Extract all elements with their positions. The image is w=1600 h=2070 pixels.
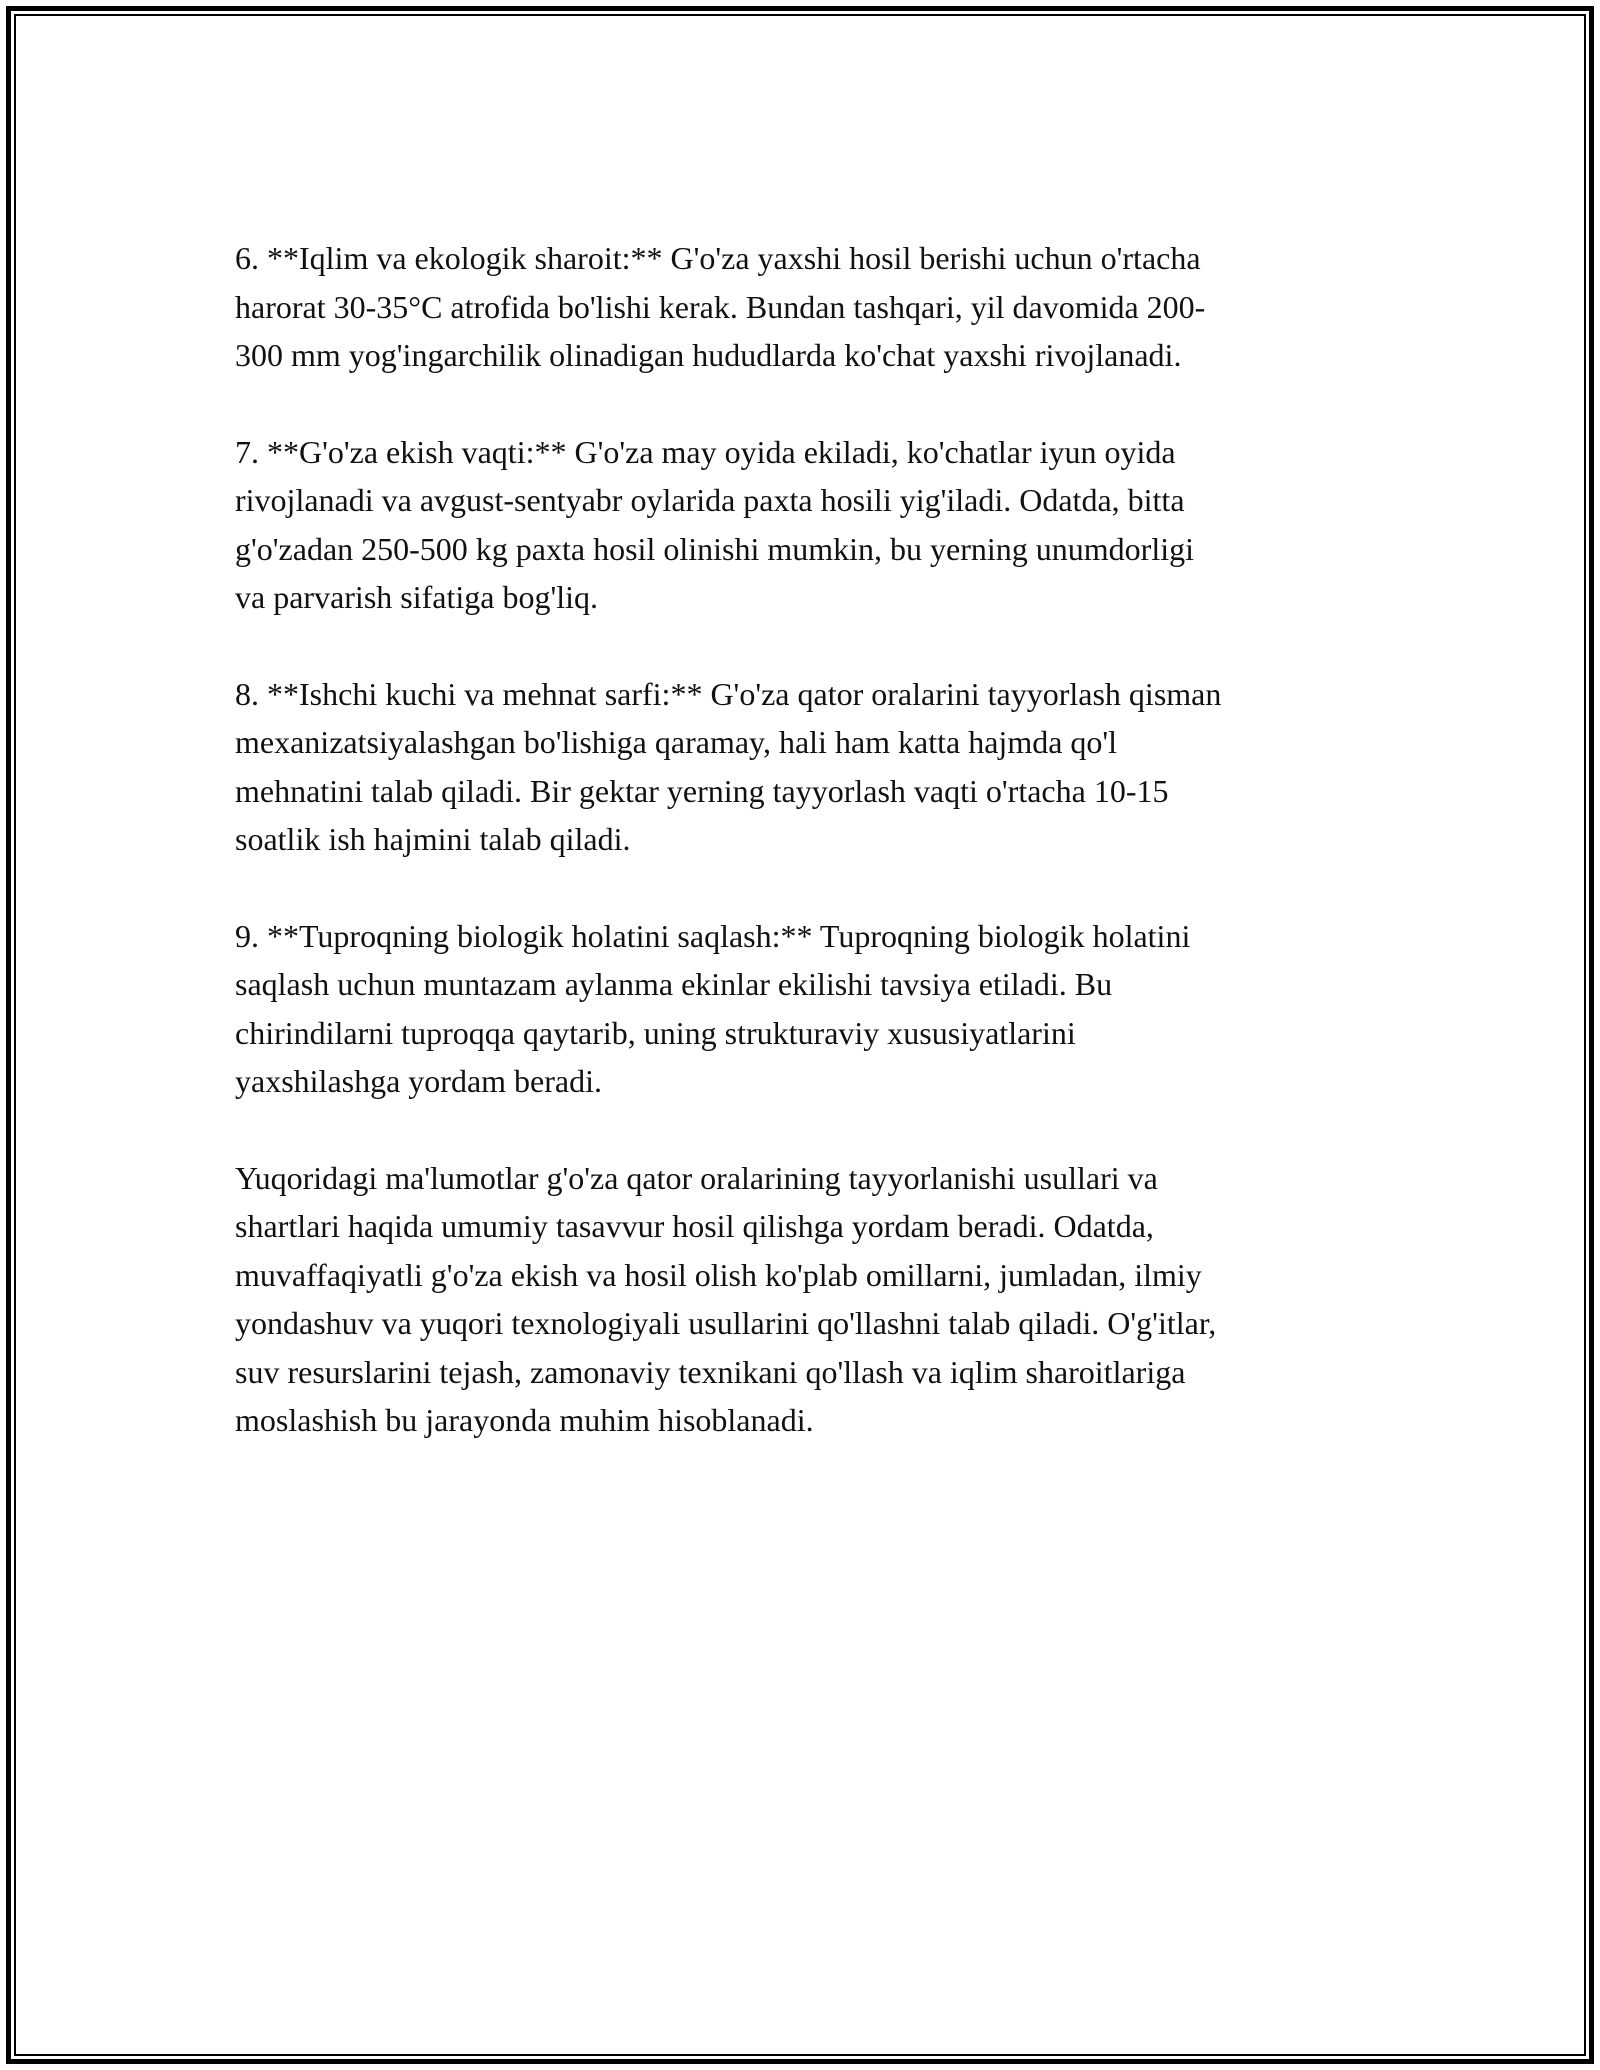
text-line: chirindilarni tuproqqa qaytarib, uning strukturaviy xususiyatlarini: [235, 1014, 1076, 1051]
text-line: saqlash uchun muntazam aylanma ekinlar ekilishi tavsiya etiladi. Bu: [235, 966, 1113, 1002]
text-line: soatlik ish hajmini talab qiladi.: [235, 821, 631, 857]
text-line: yaxshilashga yordam beradi.: [235, 1063, 602, 1099]
text-line: harorat 30-35°C atrofida bo'lishi kerak. Bundan tashqari, yil davomida 200-: [235, 288, 1206, 325]
text-line: 8. **Ishchi kuchi va mehnat sarfi:** G'o'za qator oralarini tayyorlash qisman: [235, 675, 1222, 712]
paragraph-planting-time: [235, 428, 1385, 622]
text-line: g'o'zadan 250-500 kg paxta hosil olinishi mumkin, bu yerning unumdorligi: [235, 530, 1194, 567]
text-line: suv resurslarini tejash, zamonaviy texnikani qo'llash va iqlim sharoitlariga: [235, 1353, 1186, 1390]
text-line: 6. **Iqlim va ekologik sharoit:** G'o'za yaxshi hosil berishi uchun o'rtacha: [235, 240, 1201, 276]
text-line: mexanizatsiyalashgan bo'lishiga qaramay, hali ham katta hajmda qo'l: [235, 724, 1118, 760]
text-line: mehnatini talab qiladi. Bir gektar yerning tayyorlash vaqti o'rtacha 10-15: [235, 772, 1169, 809]
text-line: yondashuv va yuqori texnologiyali usullarini qo'llashni talab qiladi. O'g'itlar,: [235, 1305, 1217, 1341]
text-line: shartlari haqida umumiy tasavvur hosil qilishga yordam beradi. Odatda,: [235, 1208, 1154, 1244]
paragraph-climate: [235, 234, 1385, 380]
paragraph-soil-health: [235, 912, 1385, 1106]
text-line: 9. **Tuproqning biologik holatini saqlash:** Tuproqning biologik holatini: [235, 917, 1191, 954]
paragraph-conclusion: [235, 1154, 1385, 1445]
text-line: muvaffaqiyatli g'o'za ekish va hosil olish ko'plab omillarni, jumladan, ilmiy: [235, 1256, 1202, 1293]
text-line: Yuqoridagi ma'lumotlar g'o'za qator oralarining tayyorlanishi usullari va: [235, 1159, 1158, 1196]
document-body: [235, 234, 1385, 1445]
text-line: 7. **G'o'za ekish vaqti:** G'o'za may oyida ekiladi, ko'chatlar iyun oyida: [235, 433, 1176, 470]
text-line: 300 mm yog'ingarchilik olinadigan hududlarda ko'chat yaxshi rivojlanadi.: [235, 337, 1182, 373]
paragraph-labor: [235, 670, 1385, 864]
text-line: moslashish bu jarayonda muhim hisoblanadi.: [235, 1402, 814, 1438]
text-line: va parvarish sifatiga bog'liq.: [235, 579, 598, 615]
text-line: rivojlanadi va avgust-sentyabr oylarida paxta hosili yig'iladi. Odatda, bitta: [235, 482, 1185, 518]
